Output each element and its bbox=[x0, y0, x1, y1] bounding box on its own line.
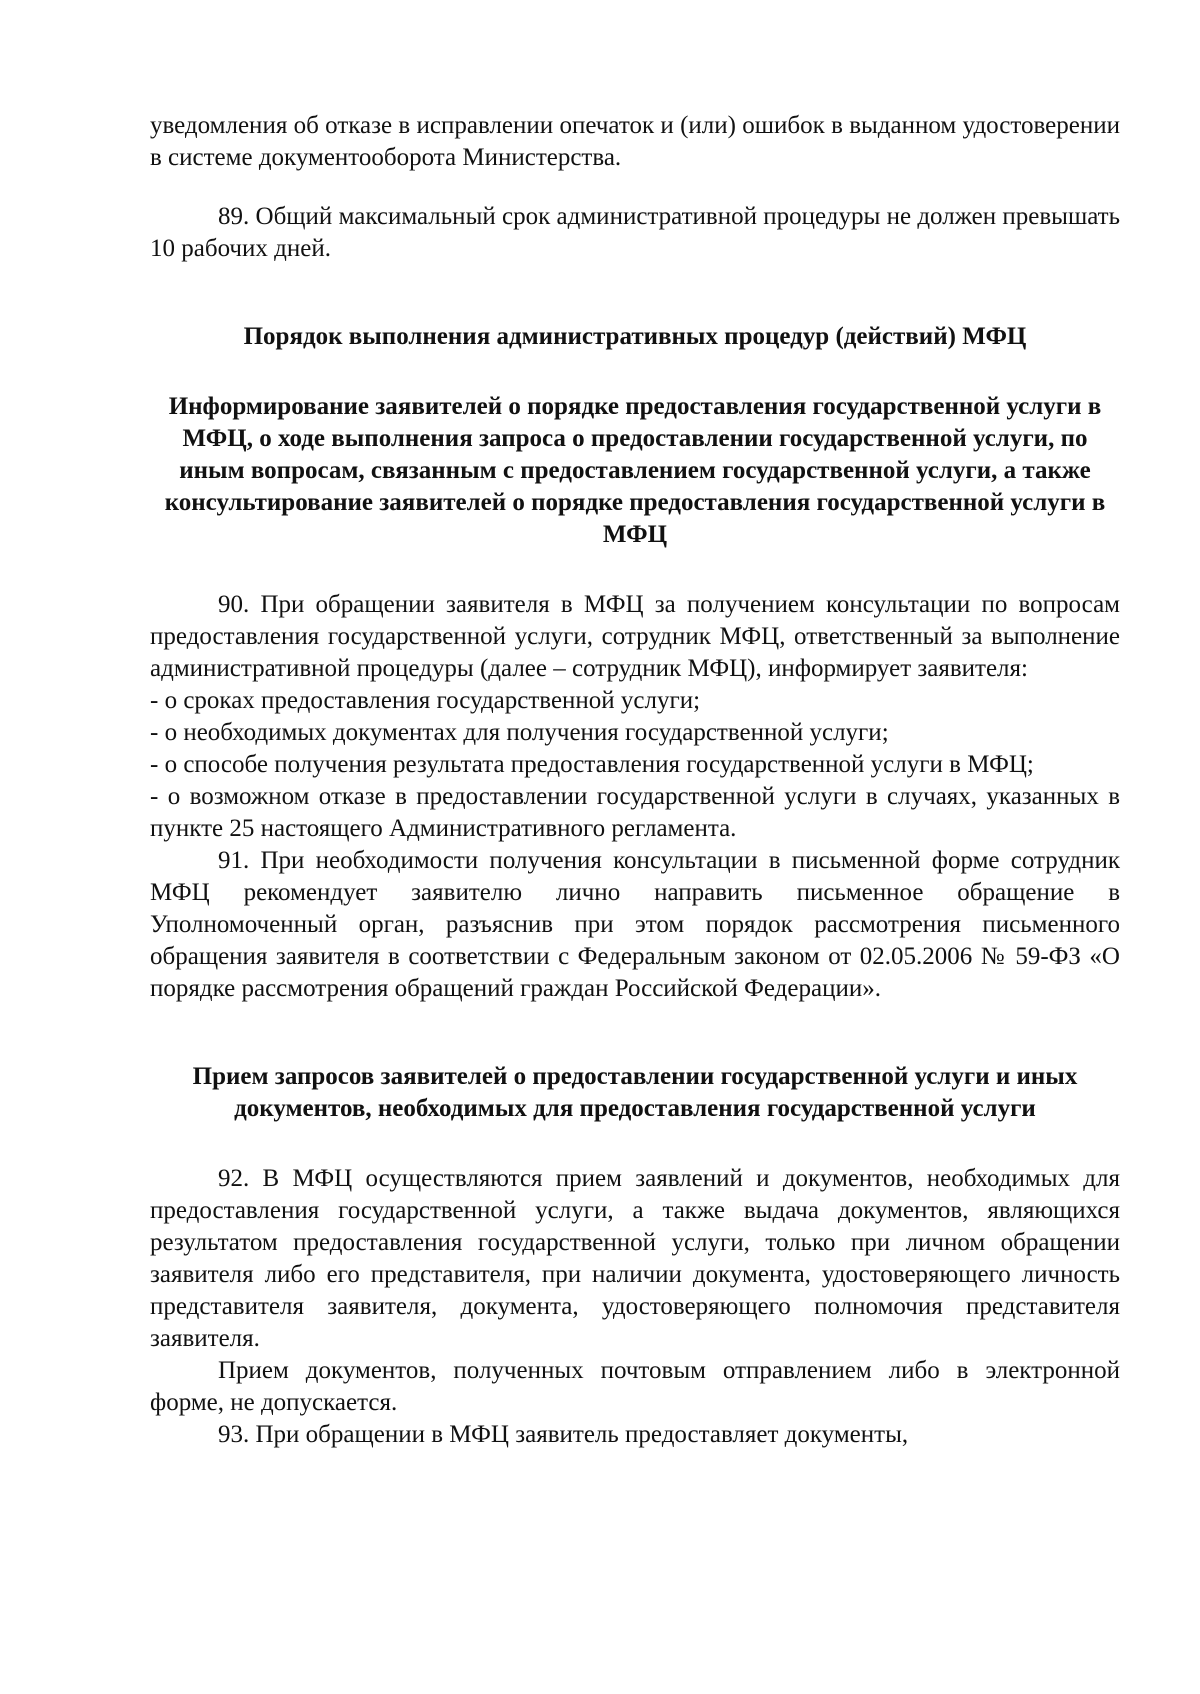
spacer bbox=[150, 174, 1120, 201]
list-item: - о сроках предоставления государственной услуги; bbox=[150, 687, 701, 714]
paragraph-91: 91. При необходимости получения консультации в письменной форме сотрудник МФЦ рекомендует заявителю лично направить письменное обращение в Уполномоченный орган, разъяснив при этом порядок рассмотрения письменного обращения заявителя в соответствии с Федеральным законом от 02.05.2006 № 59-ФЗ «О порядке рассмотрения обращений граждан Российской Федерации». bbox=[150, 847, 1120, 1002]
spacer bbox=[150, 1125, 1120, 1163]
subsection-title-reception: Прием запросов заявителей о предоставлении государственной услуги и иных документов, необходимых для предоставления государственной услуги bbox=[192, 1063, 1078, 1122]
document-body bbox=[150, 110, 1120, 1451]
paragraph-93-start: 93. При обращении в МФЦ заявитель предоставляет документы, bbox=[218, 1421, 909, 1448]
spacer bbox=[150, 551, 1120, 589]
paragraph-89: 89. Общий максимальный срок административной процедуры не должен превышать 10 рабочих дней. bbox=[150, 203, 1120, 262]
paragraph-90: 90. При обращении заявителя в МФЦ за получением консультации по вопросам предоставления государственной услуги, сотрудник МФЦ, ответственный за выполнение административной процедуры (далее – сотрудник МФЦ), информирует заявителя: bbox=[150, 591, 1120, 682]
spacer bbox=[150, 353, 1120, 391]
spacer bbox=[150, 1005, 1120, 1061]
paragraph-92: 92. В МФЦ осуществляются прием заявлений и документов, необходимых для предоставления государственной услуги, а также выдача документов, являющихся результатом предоставления государственной услуги, только при личном обращении заявителя либо его представителя, при наличии документа, удостоверяющего личность представителя заявителя, документа, удостоверяющего полномочия представителя заявителя. bbox=[150, 1165, 1120, 1352]
intro-continuation-paragraph: уведомления об отказе в исправлении опечаток и (или) ошибок в выданном удостоверении в системе документооборота Министерства. bbox=[150, 112, 1120, 171]
spacer bbox=[150, 265, 1120, 321]
list-item: - о способе получения результата предоставления государственной услуги в МФЦ; bbox=[150, 751, 1034, 778]
subsection-title-informing: Информирование заявителей о порядке предоставления государственной услуги в МФЦ, о ходе выполнения запроса о предоставлении государственной услуги, по иным вопросам, связанным с предоставлением государственной услуги, а также консультирование заявителей о порядке предоставления государственной услуги в МФЦ bbox=[164, 393, 1106, 548]
list-item: - о необходимых документах для получения государственной услуги; bbox=[150, 719, 889, 746]
list-item: - о возможном отказе в предоставлении государственной услуги в случаях, указанных в пункте 25 настоящего Административного регламента. bbox=[150, 783, 1120, 842]
paragraph-92-note: Прием документов, полученных почтовым отправлением либо в электронной форме, не допускается. bbox=[150, 1357, 1120, 1416]
section-title: Порядок выполнения административных процедур (действий) МФЦ bbox=[243, 323, 1027, 350]
